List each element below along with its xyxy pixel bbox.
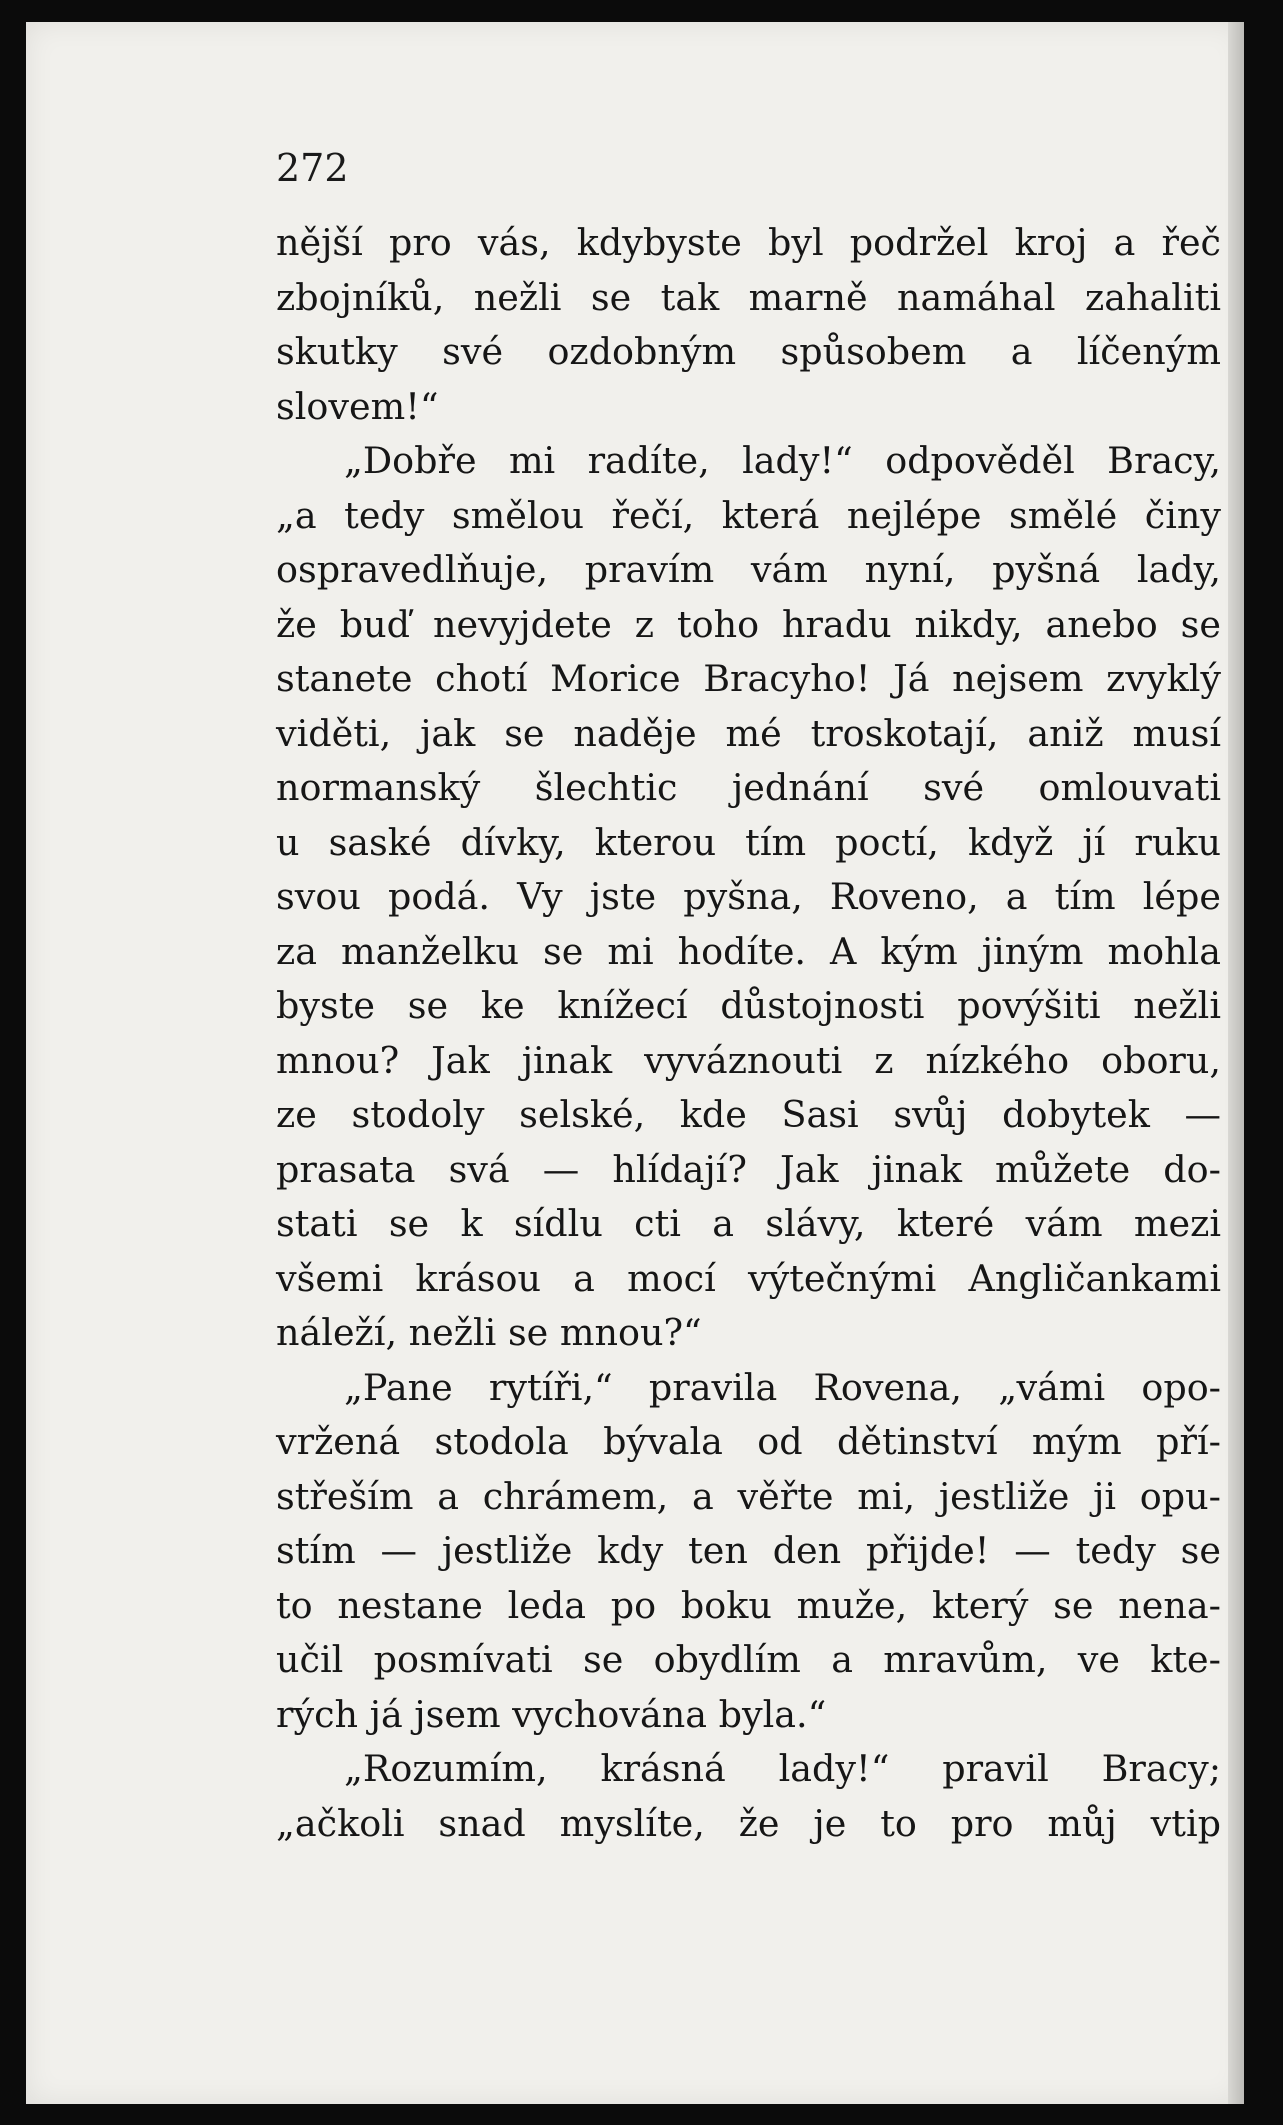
text-line: „ačkoli snad myslíte, že je to pro můj vtip: [276, 1801, 1221, 1845]
text-line: učil posmívati se obydlím a mravům, ve kte-: [276, 1638, 1221, 1681]
text-line: u saské dívky, kterou tím poctí, když jí ruku: [276, 820, 1221, 864]
text-line: skutky své ozdobným spůsobem a líčeným: [276, 330, 1221, 373]
book-page: [26, 22, 1244, 2104]
text-line: „Rozumím, krásná lady!“ pravil Bracy;: [344, 1747, 1221, 1790]
text-line: to nestane leda po boku muže, který se nena-: [276, 1583, 1221, 1627]
text-line: byste se ke knížecí důstojnosti povýšiti nežli: [276, 984, 1221, 1027]
text-line: slovem!“: [276, 384, 439, 428]
text-line: ospravedlňuje, pravím vám nyní, pyšná lady,: [276, 548, 1221, 591]
page-spine-edge: [1228, 22, 1244, 2104]
text-line: mnou? Jak jinak vyváznouti z nízkého oboru,: [276, 1038, 1221, 1082]
text-line: „a tedy smělou řečí, která nejlépe smělé činy: [276, 493, 1221, 537]
text-line: normanský šlechtic jednání své omlouvati: [276, 766, 1221, 809]
text-line: za manželku se mi hodíte. A kým jiným mohla: [276, 929, 1221, 973]
text-line: vržená stodola bývala od dětinství mým pří-: [276, 1420, 1221, 1463]
page-text: [276, 216, 1221, 1851]
text-line: stanete chotí Morice Bracyho! Já nejsem zvyklý: [276, 657, 1221, 700]
text-line: prasata svá — hlídají? Jak jinak můžete do-: [276, 1147, 1221, 1191]
text-line: „Dobře mi radíte, lady!“ odpověděl Bracy,: [344, 439, 1221, 482]
text-line: stím — jestliže kdy ten den přijde! — tedy se: [276, 1529, 1221, 1572]
text-line: „Pane rytíři,“ pravila Rovena, „vámi opo-: [344, 1365, 1221, 1409]
text-line: stati se k sídlu cti a slávy, které vám mezi: [276, 1202, 1221, 1245]
text-line: ze stodoly selské, kde Sasi svůj dobytek —: [276, 1093, 1221, 1136]
text-line: střeším a chrámem, a věřte mi, jestliže ji opu-: [276, 1474, 1221, 1518]
text-line: rých já jsem vychována byla.“: [276, 1692, 827, 1736]
text-line: že buď nevyjdete z toho hradu nikdy, anebo se: [276, 602, 1221, 646]
page-number: 272: [276, 146, 349, 190]
text-line: viděti, jak se naděje mé troskotají, aniž musí: [276, 711, 1221, 755]
text-line: všemi krásou a mocí výtečnými Angličankami: [276, 1256, 1221, 1300]
text-line: nější pro vás, kdybyste byl podržel kroj a řeč: [276, 221, 1221, 264]
text-line: svou podá. Vy jste pyšna, Roveno, a tím lépe: [276, 875, 1221, 918]
text-line: zbojníků, nežli se tak marně namáhal zahaliti: [276, 275, 1221, 319]
text-line: náleží, nežli se mnou?“: [276, 1311, 702, 1354]
